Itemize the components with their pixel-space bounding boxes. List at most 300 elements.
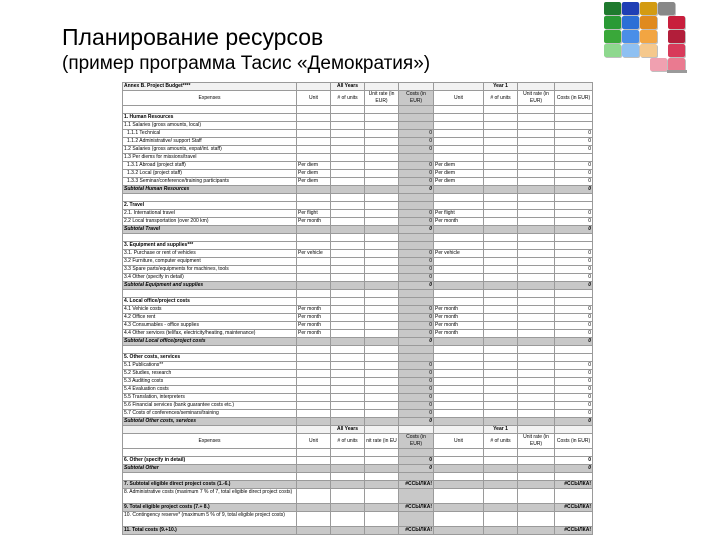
- table-cell: [555, 449, 593, 457]
- table-row: [123, 512, 593, 527]
- table-cell: [365, 512, 399, 527]
- table-cell: 1.2 Salaries (gross amounts, expat/int. staff): [123, 146, 297, 154]
- table-cell: [399, 202, 434, 210]
- table-cell: [331, 386, 365, 394]
- table-cell: [399, 194, 434, 202]
- cube-icon: [604, 30, 621, 43]
- table-row: [123, 386, 593, 394]
- table-cell: [365, 282, 399, 290]
- table-cell: [331, 122, 365, 130]
- table-cell: [365, 465, 399, 473]
- table-cell: [365, 250, 399, 258]
- table-row: [123, 473, 593, 481]
- table-cell: [555, 114, 593, 122]
- table-cell: #ССЫЛКА!: [399, 527, 434, 535]
- table-cell: [434, 106, 484, 114]
- table-cell: [518, 154, 555, 162]
- table-cell: [297, 186, 331, 194]
- table-cell: [365, 202, 399, 210]
- table-cell: 1.3.3 Seminar/conference/training participants: [123, 178, 297, 186]
- table-cell: [518, 106, 555, 114]
- table-cell: [518, 290, 555, 298]
- table-cell: [297, 465, 331, 473]
- table-cell: [434, 122, 484, 130]
- table-cell: Per month: [297, 218, 331, 226]
- table-cell: [365, 362, 399, 370]
- table-cell: 1. Human Resources: [123, 114, 297, 122]
- table-cell: [365, 138, 399, 146]
- table-cell: [518, 218, 555, 226]
- table-cell: [484, 362, 518, 370]
- table-cell: [555, 154, 593, 162]
- table-cell: [297, 138, 331, 146]
- table-cell: 0: [399, 258, 434, 266]
- table-cell: [434, 402, 484, 410]
- table-cell: 0: [555, 394, 593, 402]
- table-row: [123, 434, 593, 449]
- table-cell: [365, 473, 399, 481]
- table-row: [123, 410, 593, 418]
- table-row: [123, 138, 593, 146]
- table-cell: [365, 122, 399, 130]
- table-cell: [297, 258, 331, 266]
- table-cell: [297, 202, 331, 210]
- table-row: [123, 394, 593, 402]
- table-cell: 5.3 Auditing costs: [123, 378, 297, 386]
- table-cell: [484, 402, 518, 410]
- table-cell: 0: [555, 186, 593, 194]
- table-cell: 0: [555, 378, 593, 386]
- table-cell: [434, 234, 484, 242]
- table-cell: Year 1: [484, 83, 518, 91]
- table-cell: [484, 386, 518, 394]
- table-cell: [484, 346, 518, 354]
- table-cell: 0: [399, 162, 434, 170]
- table-cell: 0: [399, 338, 434, 346]
- table-cell: 5.2 Studies, research: [123, 370, 297, 378]
- table-cell: 0: [555, 410, 593, 418]
- table-cell: [297, 457, 331, 465]
- table-row: [123, 330, 593, 338]
- table-cell: [297, 234, 331, 242]
- table-cell: All Years: [331, 83, 365, 91]
- table-cell: [399, 426, 434, 434]
- table-cell: [518, 194, 555, 202]
- table-cell: [434, 282, 484, 290]
- table-cell: [484, 106, 518, 114]
- table-cell: Per diem: [434, 162, 484, 170]
- table-cell: [518, 426, 555, 434]
- table-row: [123, 322, 593, 330]
- table-cell: [297, 410, 331, 418]
- table-cell: [484, 298, 518, 306]
- table-cell: 0: [555, 258, 593, 266]
- table-cell: [434, 473, 484, 481]
- table-cell: [297, 386, 331, 394]
- table-row: [123, 298, 593, 306]
- cube-icon: [640, 16, 657, 29]
- table-cell: [434, 226, 484, 234]
- table-cell: Per month: [434, 314, 484, 322]
- table-row: [123, 282, 593, 290]
- table-cell: 0: [555, 370, 593, 378]
- table-row: [123, 130, 593, 138]
- table-cell: [331, 218, 365, 226]
- table-cell: [434, 386, 484, 394]
- table-cell: 0: [555, 418, 593, 426]
- table-cell: Year 1: [484, 426, 518, 434]
- table-cell: 3.4 Other (specify in detail): [123, 274, 297, 282]
- table-cell: [297, 106, 331, 114]
- cube-icon: [604, 44, 621, 57]
- table-cell: [484, 202, 518, 210]
- table-cell: [297, 512, 331, 527]
- table-cell: [365, 426, 399, 434]
- table-cell: [297, 194, 331, 202]
- table-row: [123, 465, 593, 473]
- table-row: [123, 489, 593, 504]
- table-cell: 7. Subtotal eligible direct project costs (1.-6.): [123, 481, 297, 489]
- table-cell: [123, 290, 297, 298]
- table-cell: [331, 130, 365, 138]
- table-cell: [365, 298, 399, 306]
- table-cell: 0: [555, 170, 593, 178]
- table-cell: 0: [399, 178, 434, 186]
- table-cell: [331, 512, 365, 527]
- table-row: [123, 504, 593, 512]
- table-cell: [297, 226, 331, 234]
- table-cell: 0: [555, 330, 593, 338]
- table-cell: [518, 186, 555, 194]
- table-cell: [434, 130, 484, 138]
- table-cell: [297, 346, 331, 354]
- table-cell: 0: [555, 226, 593, 234]
- table-row: [123, 83, 593, 91]
- table-cell: [434, 186, 484, 194]
- table-cell: [331, 274, 365, 282]
- table-cell: [518, 354, 555, 362]
- table-cell: [484, 473, 518, 481]
- table-cell: 10. Contingency reserve* (maximum 5 % of 9, total eligible project costs): [123, 512, 297, 527]
- table-cell: [518, 202, 555, 210]
- table-cell: 0: [555, 274, 593, 282]
- table-cell: [434, 465, 484, 473]
- table-cell: [484, 322, 518, 330]
- table-cell: [484, 378, 518, 386]
- table-cell: [484, 370, 518, 378]
- table-cell: 3.1. Purchase or rent of vehicles: [123, 250, 297, 258]
- table-row: [123, 266, 593, 274]
- table-cell: [434, 154, 484, 162]
- table-cell: [518, 338, 555, 346]
- table-cell: [484, 410, 518, 418]
- table-cell: 0: [555, 130, 593, 138]
- table-cell: [518, 394, 555, 402]
- table-cell: [297, 370, 331, 378]
- table-cell: 5.7 Costs of conferences/seminars/training: [123, 410, 297, 418]
- table-cell: [365, 83, 399, 91]
- table-cell: 0: [555, 465, 593, 473]
- table-cell: [484, 290, 518, 298]
- table-cell: [434, 418, 484, 426]
- table-cell: Expenses: [123, 434, 297, 449]
- table-cell: 0: [399, 362, 434, 370]
- table-cell: [484, 314, 518, 322]
- table-cell: 0: [555, 210, 593, 218]
- table-cell: 1.1.2 Administrative/ support Staff: [123, 138, 297, 146]
- table-cell: Per month: [297, 322, 331, 330]
- table-cell: [123, 449, 297, 457]
- table-cell: [365, 266, 399, 274]
- table-cell: [365, 210, 399, 218]
- table-cell: [331, 138, 365, 146]
- table-cell: 8. Administrative costs (maximum 7 % of 7, total eligible direct project costs): [123, 489, 297, 504]
- table-cell: [434, 202, 484, 210]
- table-row: [123, 186, 593, 194]
- table-cell: [484, 457, 518, 465]
- table-cell: [331, 210, 365, 218]
- table-cell: # of units: [484, 91, 518, 106]
- table-cell: 0: [555, 386, 593, 394]
- table-cell: [518, 362, 555, 370]
- table-cell: [518, 258, 555, 266]
- table-cell: [365, 234, 399, 242]
- table-cell: [123, 473, 297, 481]
- table-cell: Unit: [297, 434, 331, 449]
- table-cell: [365, 146, 399, 154]
- table-cell: 0: [399, 146, 434, 154]
- table-cell: #ССЫЛКА!: [399, 504, 434, 512]
- table-cell: [518, 481, 555, 489]
- table-cell: [365, 354, 399, 362]
- table-cell: [555, 354, 593, 362]
- table-cell: 5. Other costs, services: [123, 354, 297, 362]
- table-cell: [297, 114, 331, 122]
- table-cell: 0: [399, 274, 434, 282]
- table-cell: [365, 178, 399, 186]
- table-cell: [331, 282, 365, 290]
- cube-icon: [604, 2, 621, 15]
- table-cell: [484, 512, 518, 527]
- table-cell: [399, 449, 434, 457]
- decorative-bar: [667, 70, 687, 73]
- table-cell: [484, 449, 518, 457]
- table-cell: 0: [555, 362, 593, 370]
- table-cell: [123, 106, 297, 114]
- table-cell: Per month: [297, 330, 331, 338]
- table-cell: [365, 162, 399, 170]
- table-cell: [331, 146, 365, 154]
- table-cell: 4.1 Vehicle costs: [123, 306, 297, 314]
- table-cell: 0: [399, 218, 434, 226]
- table-cell: [518, 370, 555, 378]
- table-cell: All Years: [331, 426, 365, 434]
- table-cell: [484, 130, 518, 138]
- table-cell: [518, 457, 555, 465]
- table-row: [123, 346, 593, 354]
- table-row: [123, 226, 593, 234]
- table-cell: [555, 234, 593, 242]
- table-cell: [518, 138, 555, 146]
- table-row: [123, 402, 593, 410]
- table-cell: [331, 106, 365, 114]
- table-cell: 0: [555, 138, 593, 146]
- table-cell: [434, 481, 484, 489]
- table-cell: 0: [555, 402, 593, 410]
- table-cell: Per month: [297, 314, 331, 322]
- table-cell: Unit rate (in EUR): [365, 91, 399, 106]
- table-row: [123, 258, 593, 266]
- table-cell: Subtotal Equipment and supplies: [123, 282, 297, 290]
- table-cell: Expenses: [123, 91, 297, 106]
- table-cell: [365, 410, 399, 418]
- table-cell: [484, 330, 518, 338]
- table-cell: [518, 322, 555, 330]
- table-cell: [297, 130, 331, 138]
- table-cell: [399, 512, 434, 527]
- table-cell: [484, 274, 518, 282]
- table-cell: Per month: [434, 306, 484, 314]
- table-cell: [331, 346, 365, 354]
- table-cell: Per diem: [434, 178, 484, 186]
- table-cell: 0: [399, 386, 434, 394]
- table-cell: [331, 338, 365, 346]
- table-cell: [518, 512, 555, 527]
- table-cell: [484, 338, 518, 346]
- table-cell: [555, 473, 593, 481]
- table-row: [123, 162, 593, 170]
- table-cell: 0: [399, 186, 434, 194]
- table-cell: Subtotal Travel: [123, 226, 297, 234]
- table-cell: [331, 402, 365, 410]
- table-cell: 5.6 Financial services (bank guarantee costs etc.): [123, 402, 297, 410]
- table-cell: Per month: [297, 306, 331, 314]
- table-cell: #ССЫЛКА!: [555, 481, 593, 489]
- table-cell: [331, 178, 365, 186]
- table-cell: [434, 258, 484, 266]
- table-cell: [297, 527, 331, 535]
- table-cell: 1.1.1 Technical: [123, 130, 297, 138]
- table-cell: 3.2 Furniture, computer equipment: [123, 258, 297, 266]
- table-row: [123, 527, 593, 535]
- table-row: [123, 457, 593, 465]
- table-row: [123, 170, 593, 178]
- table-cell: [484, 504, 518, 512]
- table-cell: [555, 83, 593, 91]
- table-cell: [434, 194, 484, 202]
- table-row: [123, 449, 593, 457]
- table-cell: [399, 234, 434, 242]
- table-cell: [297, 146, 331, 154]
- table-cell: [434, 410, 484, 418]
- table-cell: [434, 370, 484, 378]
- table-cell: #ССЫЛКА!: [399, 481, 434, 489]
- table-cell: 0: [399, 314, 434, 322]
- table-cell: Per vehicle: [434, 250, 484, 258]
- table-cell: Subtotal Other costs, services: [123, 418, 297, 426]
- table-cell: [555, 426, 593, 434]
- table-cell: [434, 457, 484, 465]
- table-cell: [365, 330, 399, 338]
- table-cell: [484, 354, 518, 362]
- table-cell: [365, 290, 399, 298]
- table-cell: 0: [555, 306, 593, 314]
- table-cell: [365, 306, 399, 314]
- table-cell: [331, 298, 365, 306]
- table-cell: Costs (in EUR): [555, 434, 593, 449]
- table-cell: [399, 114, 434, 122]
- table-cell: [365, 402, 399, 410]
- table-cell: [331, 410, 365, 418]
- table-cell: 0: [399, 138, 434, 146]
- table-cell: [484, 234, 518, 242]
- table-cell: [484, 242, 518, 250]
- table-cell: [123, 234, 297, 242]
- table-cell: [484, 114, 518, 122]
- table-cell: [555, 194, 593, 202]
- table-cell: [365, 242, 399, 250]
- table-cell: [123, 426, 297, 434]
- table-cell: [331, 489, 365, 504]
- table-cell: 0: [399, 370, 434, 378]
- table-cell: [365, 322, 399, 330]
- table-cell: [518, 402, 555, 410]
- table-cell: [297, 154, 331, 162]
- table-cell: 4.3 Consumables - office supplies: [123, 322, 297, 330]
- cube-icon: [622, 44, 639, 57]
- table-cell: 1.3.1 Abroad (project staff): [123, 162, 297, 170]
- cube-icon: [622, 2, 639, 15]
- table-cell: [555, 298, 593, 306]
- table-cell: Subtotal Other: [123, 465, 297, 473]
- table-cell: [484, 146, 518, 154]
- table-cell: 0: [555, 146, 593, 154]
- table-cell: [123, 194, 297, 202]
- table-cell: [297, 449, 331, 457]
- table-cell: [297, 394, 331, 402]
- table-cell: [297, 473, 331, 481]
- table-cell: 4.2 Office rent: [123, 314, 297, 322]
- cube-icon: [668, 30, 685, 43]
- table-cell: [518, 489, 555, 504]
- table-cell: [331, 162, 365, 170]
- table-cell: 0: [399, 402, 434, 410]
- table-cell: [484, 527, 518, 535]
- table-cell: Per vehicle: [297, 250, 331, 258]
- table-row: [123, 114, 593, 122]
- table-cell: 3. Equipment and supplies***: [123, 242, 297, 250]
- table-cell: [365, 274, 399, 282]
- table-row: [123, 210, 593, 218]
- table-row: [123, 418, 593, 426]
- table-cell: [297, 266, 331, 274]
- table-cell: [518, 178, 555, 186]
- table-cell: [518, 274, 555, 282]
- table-cell: [399, 346, 434, 354]
- table-cell: [518, 170, 555, 178]
- cube-icon: [640, 2, 657, 15]
- table-cell: [331, 202, 365, 210]
- table-cell: [399, 106, 434, 114]
- table-cell: [434, 449, 484, 457]
- table-cell: nit rate (in EU: [365, 434, 399, 449]
- table-cell: [518, 266, 555, 274]
- table-cell: [123, 346, 297, 354]
- table-row: [123, 218, 593, 226]
- cube-icon: [668, 16, 685, 29]
- table-cell: 2.1. International travel: [123, 210, 297, 218]
- table-cell: [365, 378, 399, 386]
